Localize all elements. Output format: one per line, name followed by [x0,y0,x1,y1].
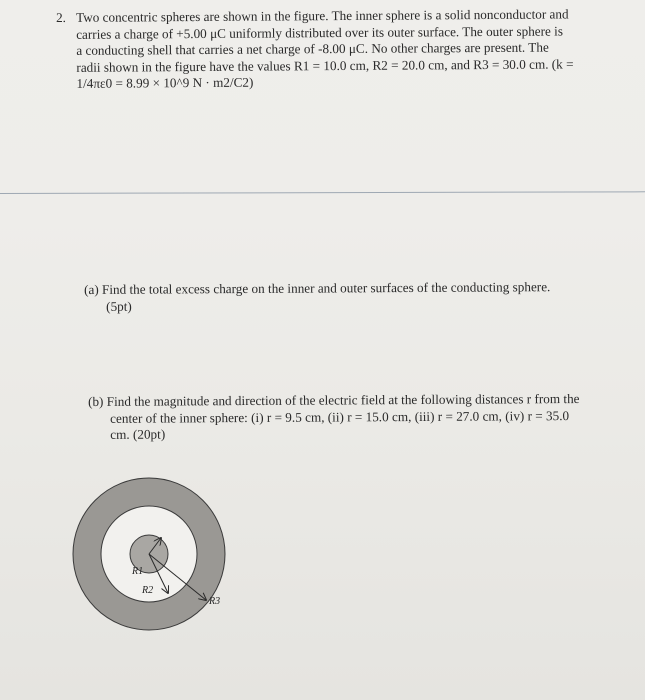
problem-line-2: carries a charge of +5.00 μC uniformly distributed over its outer surface. The outer sphere is [76,22,564,42]
page-divider [0,191,645,194]
problem-number: 2. [56,9,66,25]
problem-line-4: radii shown in the figure have the values R1 = 10.0 cm, R2 = 20.0 cm, and R3 = 30.0 cm. (k = [76,55,574,75]
problem-line-1: Two concentric spheres are shown in the figure. The inner sphere is a solid nonconductor and [75,6,569,25]
concentric-spheres-figure [66,476,246,636]
part-b-line-1: (b) Find the magnitude and direction of the electric field at the following distances r from the [88,390,580,409]
question-part-b [88,391,623,444]
label-r3: R3 [209,596,221,607]
problem-line-5: 1/4πε0 = 8.99 × 10^9 N · m2/C2) [76,74,254,91]
part-a-line-2: (5pt) [106,298,132,314]
part-b-line-3: cm. (20pt) [110,426,166,442]
question-part-a [84,279,604,315]
problem-body [76,6,627,92]
problem-line-3: a conducting shell that carries a net charge of -8.00 μC. No other charges are present. The [76,39,549,58]
part-b-line-2: center of the inner sphere: (i) r = 9.5 cm, (ii) r = 15.0 cm, (iii) r = 27.0 cm, (iv) r = 35.0 [110,407,570,426]
problem-statement [56,6,627,92]
label-r2: R2 [142,585,154,596]
spheres-diagram [66,476,246,636]
part-a-line-1: (a) Find the total excess charge on the inner and outer surfaces of the conducting sphere. [84,279,551,297]
label-r1: R1 [132,566,144,577]
